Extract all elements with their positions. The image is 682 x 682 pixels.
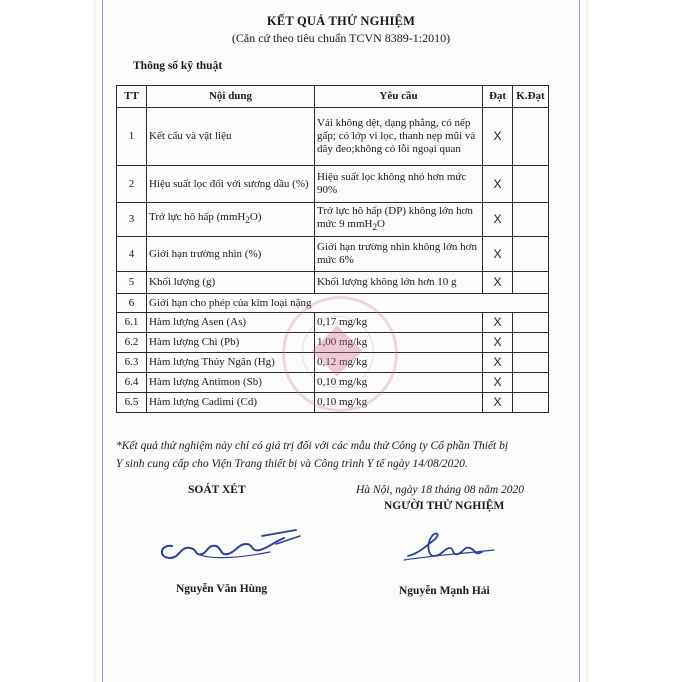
footnote xyxy=(116,437,556,473)
table-row xyxy=(117,294,549,313)
fail-mark xyxy=(513,203,549,237)
column-header-requirement: Yêu cầu xyxy=(315,86,483,108)
document-title: KẾT QUẢ THỬ NGHIỆM xyxy=(266,14,416,28)
table-row xyxy=(117,333,549,353)
fail-mark xyxy=(513,108,549,166)
results-table xyxy=(116,85,549,413)
row-content: Hàm lượng Asen (As) xyxy=(147,313,315,333)
table-row xyxy=(117,203,549,237)
row-number: 6.1 xyxy=(117,313,147,333)
page-edge-right xyxy=(579,0,580,682)
table-row xyxy=(117,353,549,373)
row-requirement: 0,10 mg/kg xyxy=(315,393,483,413)
row-content: Hàm lượng Thủy Ngân (Hg) xyxy=(147,353,315,373)
row-number: 5 xyxy=(117,272,147,294)
row-number: 6.4 xyxy=(117,373,147,393)
table-row xyxy=(117,108,549,166)
reviewer-name: Nguyễn Văn Hùng xyxy=(176,583,268,595)
row-content: Hàm lượng Cadimi (Cd) xyxy=(147,393,315,413)
pass-mark: X xyxy=(483,203,513,237)
footnote-line-2: Y sinh cung cấp cho Viện Trang thiết bị và Công trình Y tế ngày 14/08/2020. xyxy=(116,458,468,470)
row-requirement: Khối lượng không lớn hơn 10 g xyxy=(315,272,483,294)
row-number: 6.2 xyxy=(117,333,147,353)
column-header-pass: Đạt xyxy=(483,86,513,108)
row-number: 2 xyxy=(117,166,147,203)
reviewer-signature xyxy=(150,518,310,568)
document-subtitle: (Căn cứ theo tiêu chuẩn TCVN 8389-1:2010) xyxy=(231,31,451,45)
footnote-line-1: *Kết quả thử nghiệm này chỉ có giá trị đối với các mẫu thử Công ty Cổ phần Thiết bị xyxy=(116,440,509,452)
pass-mark: X xyxy=(483,393,513,413)
row-content: Giới hạn trường nhìn (%) xyxy=(147,237,315,272)
pass-mark: X xyxy=(483,313,513,333)
row-content: Hiệu suất lọc đối với sương dầu (%) xyxy=(147,166,315,203)
table-row xyxy=(117,373,549,393)
table-row xyxy=(117,272,549,294)
column-header-content: Nội dung xyxy=(147,86,315,108)
fail-mark xyxy=(513,272,549,294)
table-row xyxy=(117,393,549,413)
row-content: Khối lượng (g) xyxy=(147,272,315,294)
page-edge-left xyxy=(102,0,103,682)
column-header-tt: TT xyxy=(117,86,147,108)
subscript: 2 xyxy=(372,222,378,233)
content-tail: O) xyxy=(249,211,262,224)
table-row xyxy=(117,166,549,203)
row-requirement: 0,12 mg/kg xyxy=(315,353,483,373)
row-content: Giới hạn cho phép của kim loại nặng xyxy=(147,294,549,313)
row-number: 1 xyxy=(117,108,147,166)
row-requirement: 1,00 mg/kg xyxy=(315,333,483,353)
fail-mark xyxy=(513,353,549,373)
pass-mark: X xyxy=(483,333,513,353)
row-number: 6.3 xyxy=(117,353,147,373)
row-requirement: 0,10 mg/kg xyxy=(315,373,483,393)
row-content: Kết cấu và vật liệu xyxy=(147,108,315,166)
pass-mark: X xyxy=(483,166,513,203)
tester-name: Nguyễn Mạnh Hải xyxy=(399,585,490,597)
row-number: 6.5 xyxy=(117,393,147,413)
requirement-tail: O xyxy=(377,217,385,230)
row-requirement: 0,17 mg/kg xyxy=(315,313,483,333)
table-row xyxy=(117,237,549,272)
pass-mark: X xyxy=(483,108,513,166)
subscript: 2 xyxy=(245,215,250,226)
tester-signature xyxy=(398,526,508,571)
pass-mark: X xyxy=(483,373,513,393)
section-heading: Thông số kỹ thuật xyxy=(133,60,223,72)
row-number: 3 xyxy=(117,203,147,237)
date-line: Hà Nội, ngày 18 tháng 08 năm 2020 xyxy=(356,484,525,496)
fail-mark xyxy=(513,373,549,393)
row-number: 4 xyxy=(117,237,147,272)
row-requirement: Hiệu suất lọc không nhỏ hơn mức 90% xyxy=(315,166,483,203)
fail-mark xyxy=(513,393,549,413)
table-row xyxy=(117,313,549,333)
table-header-row xyxy=(117,86,549,108)
row-requirement: Vải không dệt, dạng phẳng, có nếp gấp; có lớp vi lọc, thanh nẹp mũi và dây đeo;không có lỗi ngoại quan xyxy=(315,108,483,166)
tester-label: NGƯỜI THỬ NGHIỆM xyxy=(384,500,505,512)
row-requirement: Giới hạn trường nhìn không lớn hơn mức 6% xyxy=(315,237,483,272)
requirement-text: Trở lực hô hấp (DP) không lớn hơn mức 9 mmH xyxy=(317,204,473,230)
fail-mark xyxy=(513,313,549,333)
pass-mark: X xyxy=(483,237,513,272)
row-requirement xyxy=(315,203,483,237)
column-header-fail: K.Đạt xyxy=(513,86,549,108)
row-content xyxy=(147,203,315,237)
pass-mark: X xyxy=(483,272,513,294)
row-content: Hàm lượng Antimon (Sb) xyxy=(147,373,315,393)
reviewer-label: SOÁT XÉT xyxy=(188,484,246,496)
row-number: 6 xyxy=(117,294,147,313)
fail-mark xyxy=(513,333,549,353)
row-content: Hàm lượng Chì (Pb) xyxy=(147,333,315,353)
fail-mark xyxy=(513,166,549,203)
pass-mark: X xyxy=(483,353,513,373)
content-text: Trở lực hô hấp (mmH xyxy=(149,211,246,224)
fail-mark xyxy=(513,237,549,272)
